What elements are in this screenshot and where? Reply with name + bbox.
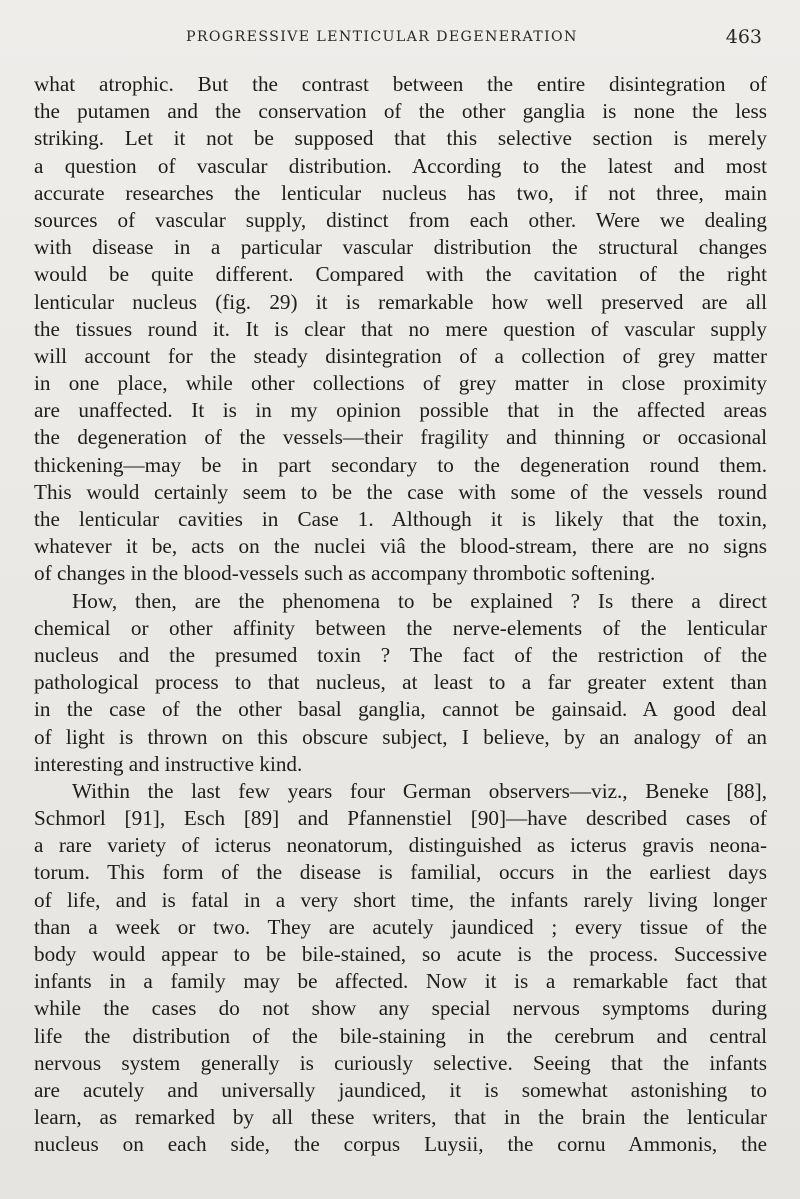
text-line: a question of vascular distribution. According to the latest and most (34, 153, 767, 178)
text-line: than a week or two. They are acutely jaundiced ; every tissue of the (34, 914, 767, 939)
text-line: This would certainly seem to be the case with some of the vessels round (34, 479, 767, 504)
text-line: will account for the steady disintegration of a collection of grey matter (34, 343, 767, 368)
text-line: torum. This form of the disease is familial, occurs in the earliest days (34, 860, 767, 885)
text-line: whatever it be, acts on the nuclei viâ the blood-stream, there are no signs (34, 534, 767, 559)
text-line: of light is thrown on this obscure subject, I believe, by an analogy of an (34, 724, 767, 749)
text-line: what atrophic. But the contrast between the entire disintegration of (34, 72, 767, 96)
text-line: in one place, while other collections of grey matter in close proximity (34, 371, 767, 396)
text-line: life the distribution of the bile-staining in the cerebrum and central (34, 1023, 767, 1048)
text-line: lenticular nucleus (fig. 29) it is remarkable how well preserved are all (34, 289, 767, 314)
text-line: are unaffected. It is in my opinion possible that in the affected areas (34, 398, 767, 423)
text-line: accurate researches the lenticular nucleus has two, if not three, main (34, 180, 767, 205)
text-line: while the cases do not show any special nervous symptoms during (34, 996, 767, 1021)
text-line: sources of vascular supply, distinct from each other. Were we dealing (34, 207, 767, 232)
text-line: of life, and is fatal in a very short time, the infants rarely living longer (34, 887, 767, 912)
body-text (34, 71, 767, 1159)
text-line: learn, as remarked by all these writers, that in the brain the lenticular (34, 1105, 767, 1130)
paragraph-last-line: of changes in the blood-vessels such as accompany thrombotic softening. (34, 561, 656, 586)
text-line: chemical or other affinity between the nerve-elements of the lenticular (34, 615, 767, 640)
text-line: thickening—may be in part secondary to the degeneration round them. (34, 452, 767, 477)
text-line: pathological process to that nucleus, at least to a far greater extent than (34, 670, 767, 695)
text-line: would be quite different. Compared with the cavitation of the right (34, 262, 767, 287)
text-line: nervous system generally is curiously selective. Seeing that the infants (34, 1050, 767, 1075)
running-head (0, 26, 800, 51)
text-line: the degeneration of the vessels—their fragility and thinning or occasional (34, 425, 767, 450)
paragraph-first-line: Within the last few years four German observers—viz., Beneke [88], (72, 778, 767, 803)
text-line: body would appear to be bile-stained, so acute is the process. Successive (34, 942, 767, 966)
text-line: infants in a family may be affected. Now it is a remarkable fact that (34, 969, 767, 994)
paragraph-first-line: How, then, are the phenomena to be explained ? Is there a direct (72, 588, 767, 613)
text-line: striking. Let it not be supposed that this selective section is merely (34, 126, 767, 151)
paragraph-last-line: interesting and instructive kind. (34, 751, 303, 776)
text-line: the lenticular cavities in Case 1. Although it is likely that the toxin, (34, 507, 767, 531)
text-line: the tissues round it. It is clear that no mere question of vascular supply (34, 316, 767, 341)
text-line: nucleus on each side, the corpus Luysii, the cornu Ammonis, the (34, 1132, 767, 1157)
running-title: PROGRESSIVE LENTICULAR DEGENERATION (186, 29, 578, 45)
text-line: are acutely and universally jaundiced, it is somewhat astonishing to (34, 1077, 767, 1102)
text-line: nucleus and the presumed toxin ? The fact of the restriction of the (34, 642, 767, 667)
text-line: in the case of the other basal ganglia, cannot be gainsaid. A good deal (34, 697, 767, 722)
page-number: 463 (725, 26, 762, 48)
text-line: the putamen and the conservation of the other ganglia is none the less (34, 99, 767, 124)
text-line: Schmorl [91], Esch [89] and Pfannenstiel [90]—have described cases of (34, 806, 767, 831)
text-line: a rare variety of icterus neonatorum, distinguished as icterus gravis neona- (34, 833, 767, 858)
text-line: with disease in a particular vascular distribution the structural changes (34, 235, 767, 260)
